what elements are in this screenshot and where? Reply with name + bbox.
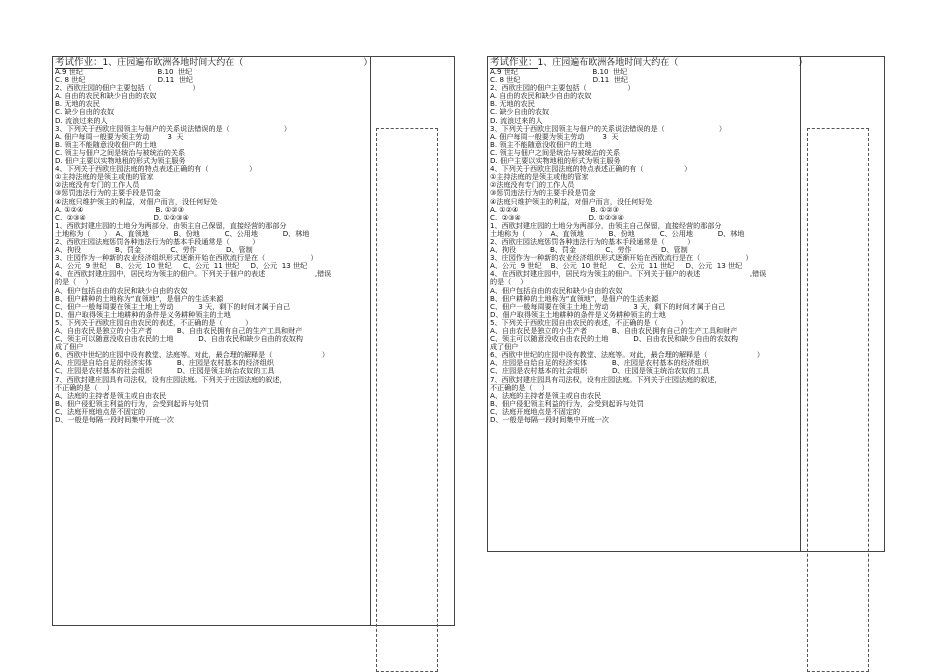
question-line: C、法庭开庭地点是不固定的 [55, 406, 146, 416]
question-line: C、佃户一般每周要在领主土地上劳动 3 天，剩下的时间才属于自己 [55, 301, 291, 311]
question-line: 2、西欧庄园的佃户主要包括（ ） [55, 83, 200, 93]
question-line: 7、西欧封建庄园具有司法权，设有庄园法庭。下列关于庄园法庭的叙述， [55, 374, 287, 384]
question-line: ③惩罚违法行为的主要手段是罚金 [490, 188, 596, 198]
question-line: 2、西欧庄园法庭惩罚各种违法行为的基本手段通常是（ ） [55, 236, 260, 246]
question-line: D、一般是每隔一段时间集中开庭一次 [490, 415, 609, 425]
question-line: ④法庭只维护领主的利益，对佃户而言，没任何好处 [490, 196, 653, 206]
right-question-list [490, 57, 808, 425]
question-line: ①主持法庭的是领主或他的管家 [490, 172, 589, 182]
question-line: B、佃户耕种的土地称为“直领地”，是佃户的生活来源 [55, 293, 224, 303]
question-line: 2、西欧庄园法庭惩罚各种违法行为的基本手段通常是（ ） [490, 236, 695, 246]
question-line: C、佃户一般每周要在领主土地上劳动 3 天，剩下的时间才属于自己 [490, 301, 726, 311]
question-line: C. ②③④ D. ①②③④ [55, 212, 189, 222]
question-line: ②法庭没有专门的工作人员 [490, 180, 575, 190]
question-line: B. 领主不能随意没收佃户的土地 [490, 139, 592, 149]
question-line: 的是（ ） [490, 277, 528, 287]
question-line: 3、庄园作为一种新的农业经济组织形式逐渐开始在西欧流行是在（ ） [55, 253, 318, 263]
question-line: A、佃户包括自由的农民和缺少自由的农奴 [55, 285, 188, 295]
question-line: 1、庄园遍布欧洲各地时间大约在（ ） [102, 58, 373, 68]
question-line: 土地称为（ ） A、直领地 B、份地 C、公用地 D、林地 [55, 228, 310, 238]
question-line: A、拘役 B、罚金 C、劳作 D、管制 [490, 245, 688, 255]
question-line: 6、西欧中世纪的庄园中设有教堂、法庭等。对此，最合理的解释是（ ） [490, 350, 765, 360]
exam-header: 考试作业： [490, 57, 538, 68]
question-line: 的是（ ） [55, 277, 93, 287]
question-line: A. ①②④ B. ①②③ [490, 204, 619, 214]
question-line: A. 佃户每周一般要为领主劳动 3 天 [55, 131, 184, 141]
question-line: B. 无地的农民 [55, 99, 100, 109]
question-line: C. 缺少自由的农奴 [55, 107, 115, 117]
question-line: C、庄园是农村基本的社会组织 D、庄园是领主统治农奴的工具 [55, 366, 275, 376]
question-line: D. 佃户主要以实物地租的形式为领主服务 [490, 156, 621, 166]
question-line: 1、西欧封建庄园的土地分为两部分，由领主自己保留，直接经营的那部分 [55, 220, 287, 230]
question-line: 4、在西欧封建庄园中，居民均为领主的佃户。下列关于佃户的表述 ,错误 [490, 269, 767, 279]
question-line: A、佃户包括自由的农民和缺少自由的农奴 [490, 285, 623, 295]
question-line: C. 领主与佃户之间是统治与被统治的关系 [55, 147, 186, 157]
question-line: C、领主可以随意没收自由农民的土地 D、自由农民和缺少自由的农奴构 [55, 334, 304, 344]
question-line: A、法庭的主持者是领主或自由农民 [490, 390, 602, 400]
question-line: B. 无地的农民 [490, 99, 535, 109]
question-line: A. 佃户每周一般要为领主劳动 3 天 [490, 131, 619, 141]
question-line: A、拘役 B、罚金 C、劳作 D、管制 [55, 245, 253, 255]
question-line: ③惩罚违法行为的主要手段是罚金 [55, 188, 161, 198]
question-line: A、法庭的主持者是领主或自由农民 [55, 390, 167, 400]
question-line: 4、下列关于西欧庄园法庭的特点表述正确的有（ ） [490, 164, 692, 174]
question-line: 1、西欧封建庄园的土地分为两部分，由领主自己保留，直接经营的那部分 [490, 220, 722, 230]
question-line: 1、庄园遍布欧洲各地时间大约在（ ） [537, 58, 808, 68]
question-line: ②法庭没有专门的工作人员 [55, 180, 140, 190]
question-line: D. 佃户主要以实物地租的形式为领主服务 [55, 156, 186, 166]
question-line: C. 缺少自由的农奴 [490, 107, 550, 117]
question-line: 6、西欧中世纪的庄园中设有教堂、法庭等。对此，最合理的解释是（ ） [55, 350, 330, 360]
question-line: 不正确的是（ ） [490, 382, 549, 392]
question-line: C. ②③④ D. ①②③④ [490, 212, 624, 222]
question-line: 3、下列关于西欧庄园领主与佃户的关系说法错误的是（ ） [55, 123, 291, 133]
question-line: D. 流浪过来的人 [55, 115, 108, 125]
question-line: 5、下列关于西欧庄园自由农民的表述，不正确的是（ ） [490, 317, 688, 327]
question-line: 7、西欧封建庄园具有司法权，设有庄园法庭。下列关于庄园法庭的叙述， [490, 374, 722, 384]
question-line: 土地称为（ ） A、直领地 B、份地 C、公用地 D、林地 [490, 228, 745, 238]
question-line: C. 8 世纪 D.11 世纪 [490, 75, 629, 85]
question-line: A、庄园是自给自足的经济实体 B、庄园是农村基本的经济组织 [55, 358, 274, 368]
question-line: C、法庭开庭地点是不固定的 [490, 406, 581, 416]
question-line: A. 自由的农民和缺少自由的农奴 [55, 91, 157, 101]
question-line: 3、下列关于西欧庄园领主与佃户的关系说法错误的是（ ） [490, 123, 726, 133]
question-line: 不正确的是（ ） [55, 382, 114, 392]
question-line: B、佃户侵犯领主利益的行为，会受到起诉与处罚 [55, 398, 209, 408]
question-line: C. 领主与佃户之间是统治与被统治的关系 [490, 147, 621, 157]
question-line: D、一般是每隔一段时间集中开庭一次 [55, 415, 174, 425]
left-question-list [55, 57, 373, 425]
column-divider [370, 57, 371, 625]
question-line: A、自由农民是独立的小生产者 B、自由农民拥有自己的生产工具和财产 [490, 326, 738, 335]
question-line: A. ①②④ B. ①②③ [55, 204, 184, 214]
question-line: 5、下列关于西欧庄园自由农民的表述，不正确的是（ ） [55, 317, 253, 327]
question-line: D、佃户取得领主土地耕种的条件是义务耕种领主的土地 [55, 309, 231, 319]
question-line: D. 流浪过来的人 [490, 115, 543, 125]
question-line: 3、庄园作为一种新的农业经济组织形式逐渐开始在西欧流行是在（ ） [490, 253, 753, 263]
question-line: 4、下列关于西欧庄园法庭的特点表述正确的有（ ） [55, 164, 257, 174]
question-line: 2、西欧庄园的佃户主要包括（ ） [490, 83, 635, 93]
question-line: C、领主可以随意没收自由农民的土地 D、自由农民和缺少自由的农奴构 [490, 334, 739, 344]
question-line: A、自由农民是独立的小生产者 B、自由农民拥有自己的生产工具和财产 [55, 326, 303, 335]
question-line: D、佃户取得领主土地耕种的条件是义务耕种领主的土地 [490, 309, 666, 319]
question-line: 4、在西欧封建庄园中，居民均为领主的佃户。下列关于佃户的表述 ,错误 [55, 269, 332, 279]
question-line: A、公元 9 世纪 B、公元 10 世纪 C、公元 11 世纪 D、公元 13 世纪 [55, 261, 308, 271]
question-line: B、佃户耕种的土地称为“直领地”，是佃户的生活来源 [490, 293, 659, 303]
question-line: 成了佃户 [490, 342, 519, 352]
question-line: A.9 世纪 B.10 世纪 [55, 67, 193, 76]
answer-box-dashed [376, 128, 438, 672]
question-line: C. 8 世纪 D.11 世纪 [55, 75, 194, 85]
question-line: A. 自由的农民和缺少自由的农奴 [490, 91, 592, 101]
question-line: B、佃户侵犯领主利益的行为，会受到起诉与处罚 [490, 398, 644, 408]
question-line: ④法庭只维护领主的利益，对佃户而言，没任何好处 [55, 196, 218, 206]
question-line: A.9 世纪 B.10 世纪 [490, 67, 628, 76]
exam-header: 考试作业： [55, 57, 103, 68]
question-line: C、庄园是农村基本的社会组织 D、庄园是领主统治农奴的工具 [490, 366, 710, 376]
question-line: 成了佃户 [55, 342, 84, 352]
question-line: ①主持法庭的是领主或他的管家 [55, 172, 154, 182]
question-line: A、公元 9 世纪 B、公元 10 世纪 C、公元 11 世纪 D、公元 13 世纪 [490, 261, 743, 271]
answer-box-dashed [807, 128, 869, 672]
question-line: A、庄园是自给自足的经济实体 B、庄园是农村基本的经济组织 [490, 358, 709, 368]
question-line: B. 领主不能随意没收佃户的土地 [55, 139, 157, 149]
